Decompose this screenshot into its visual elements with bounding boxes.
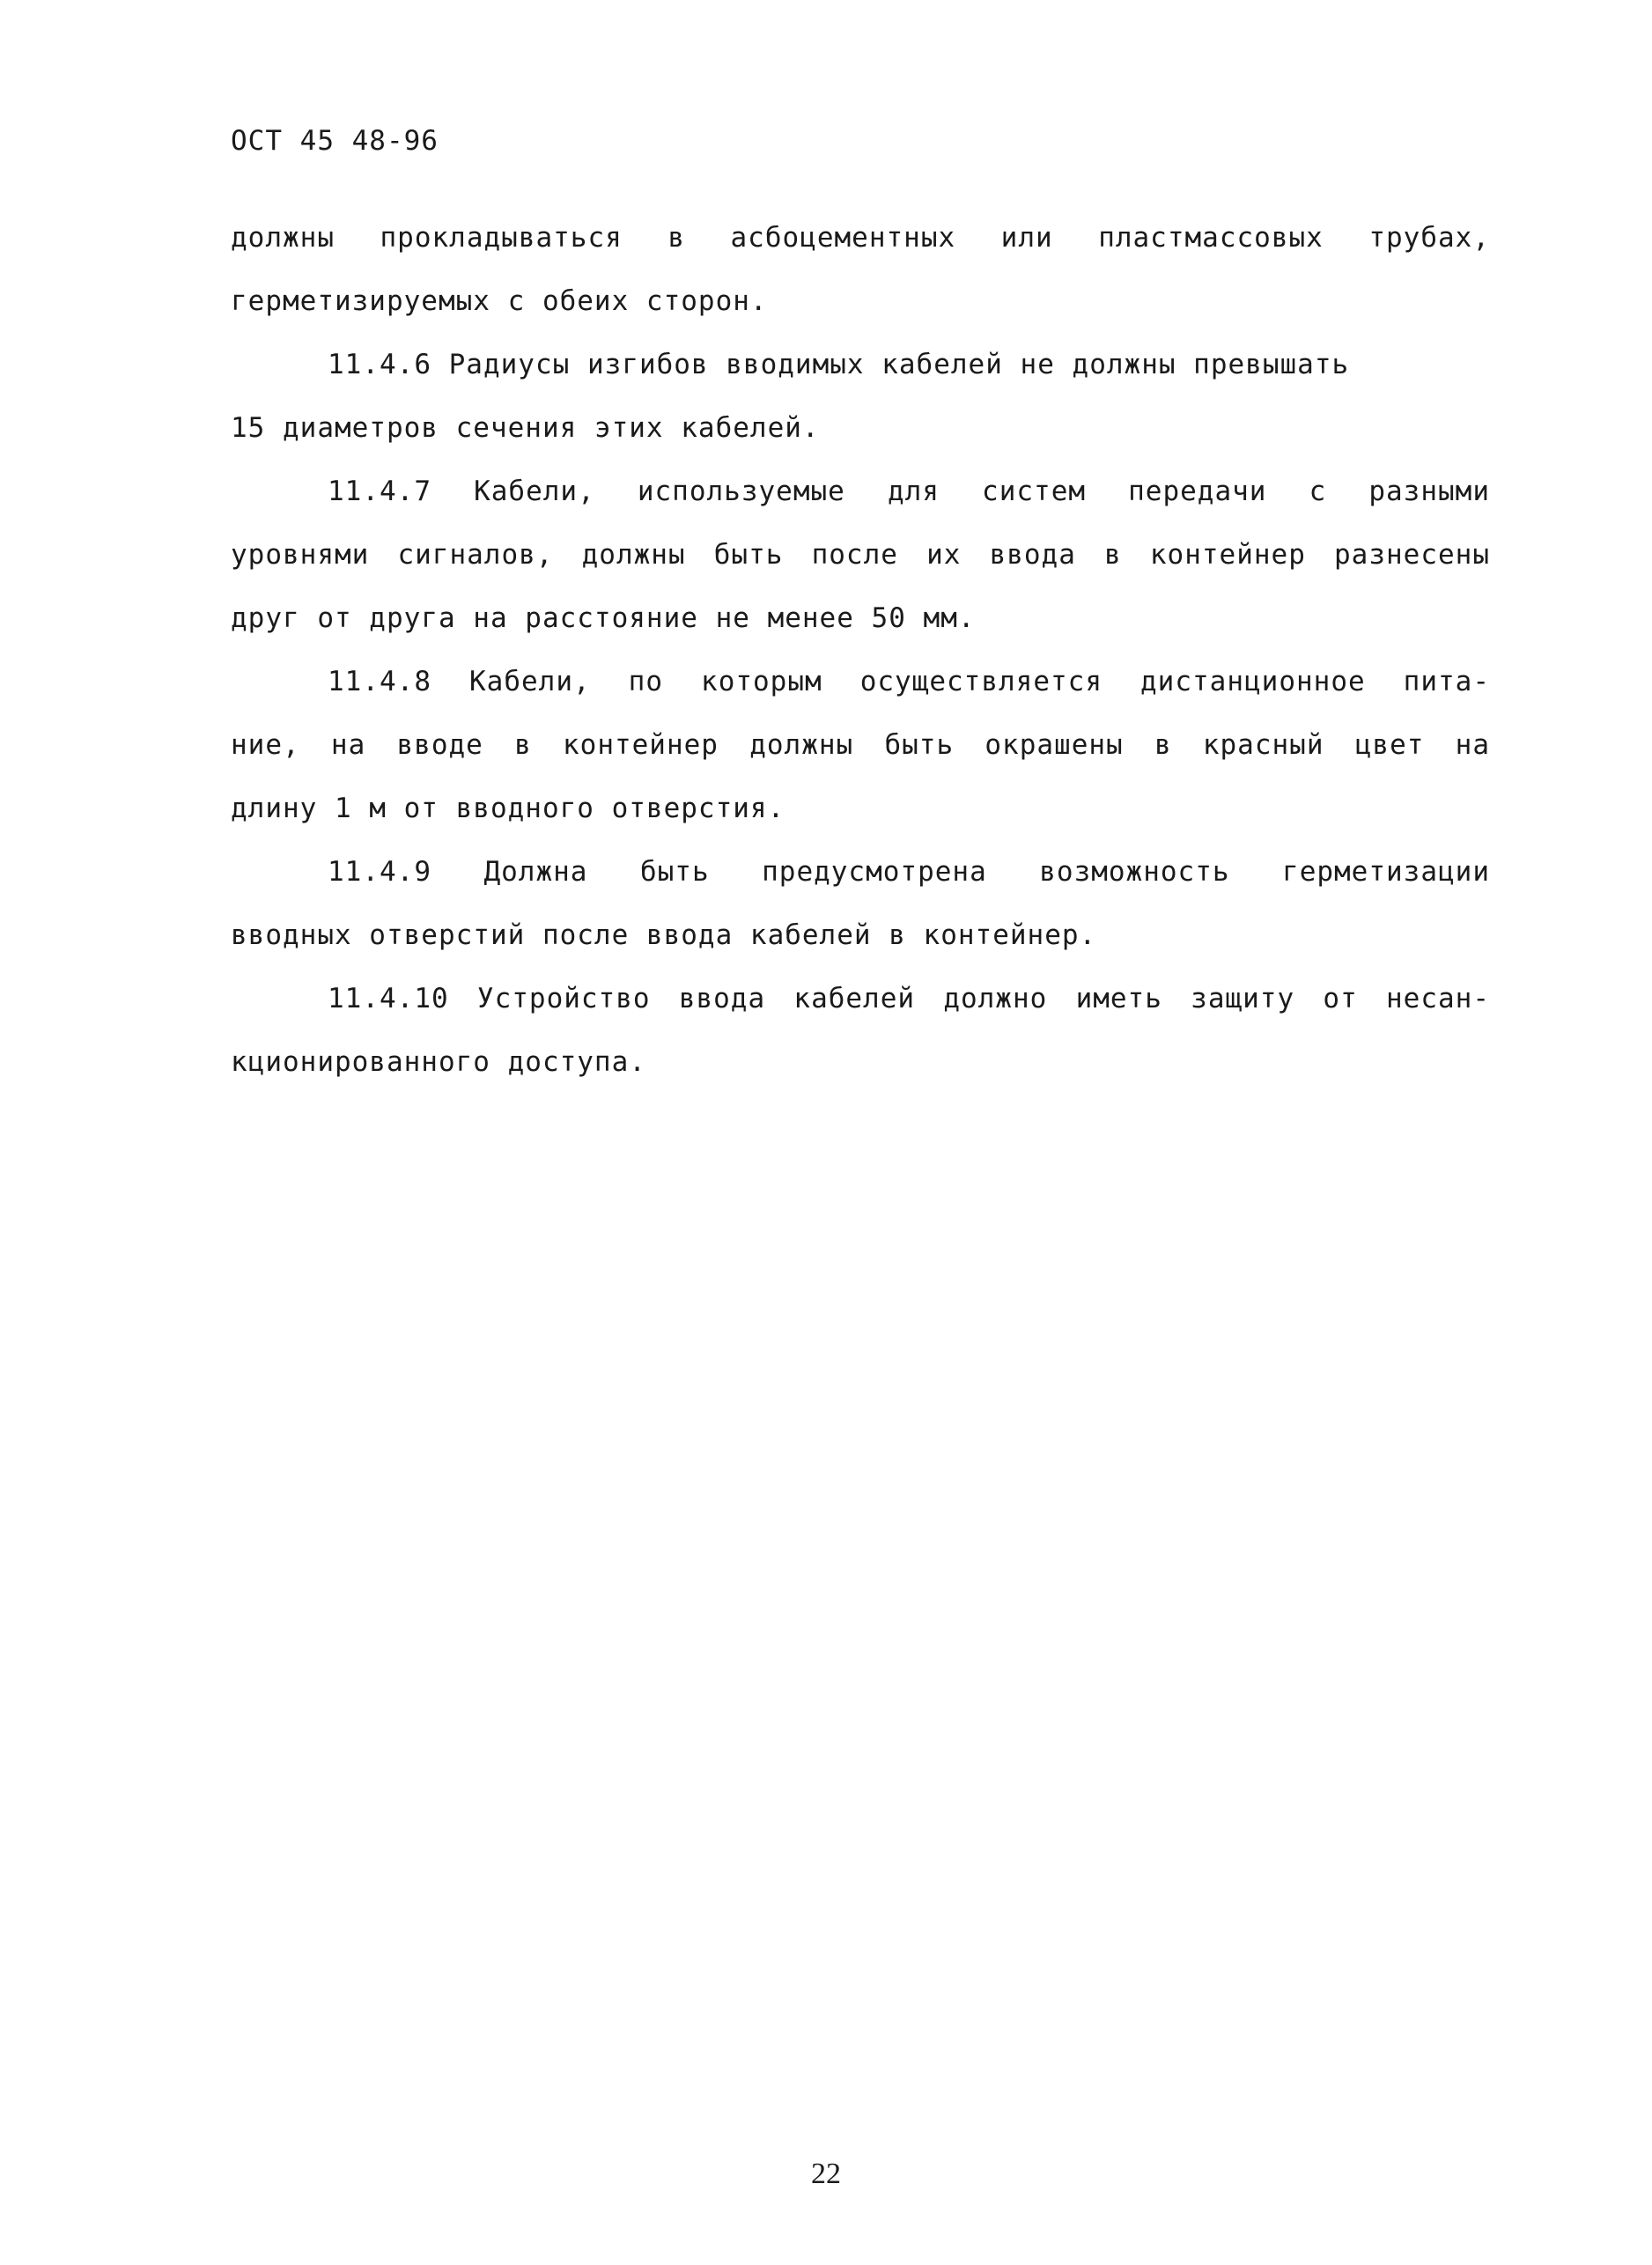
paragraph-first-line: 11.4.7 Кабели, используемые для систем передачи с разными	[328, 476, 1490, 507]
text-line: 15 диаметров сечения этих кабелей.	[231, 412, 820, 444]
paragraph-first-line: 11.4.10 Устройство ввода кабелей должно иметь защиту от несан-	[328, 983, 1490, 1014]
text-line: должны прокладываться в асбоцементных или пластмассовых трубах,	[231, 222, 1490, 254]
document-code: ОСТ 45 48-96	[231, 125, 439, 157]
paragraph-first-line: 11.4.6 Радиусы изгибов вводимых кабелей не должны превышать	[328, 349, 1350, 380]
text-line: друг от друга на расстояние не менее 50 мм.	[231, 602, 976, 634]
document-body	[231, 206, 1490, 1094]
text-line: длину 1 м от вводного отверстия.	[231, 793, 785, 824]
page-number: 22	[811, 2158, 841, 2190]
text-line: герметизируемых с обеих сторон.	[231, 285, 768, 317]
text-line: уровнями сигналов, должны быть после их ввода в контейнер разнесены	[231, 539, 1490, 571]
text-line: вводных отверстий после ввода кабелей в контейнер.	[231, 919, 1097, 951]
text-line: кционированного доступа.	[231, 1046, 646, 1078]
text-line: ние, на вводе в контейнер должны быть окрашены в красный цвет на	[231, 729, 1490, 761]
paragraph-first-line: 11.4.9 Должна быть предусмотрена возможность герметизации	[328, 856, 1490, 888]
paragraph-first-line: 11.4.8 Кабели, по которым осуществляется дистанционное пита-	[328, 666, 1490, 697]
